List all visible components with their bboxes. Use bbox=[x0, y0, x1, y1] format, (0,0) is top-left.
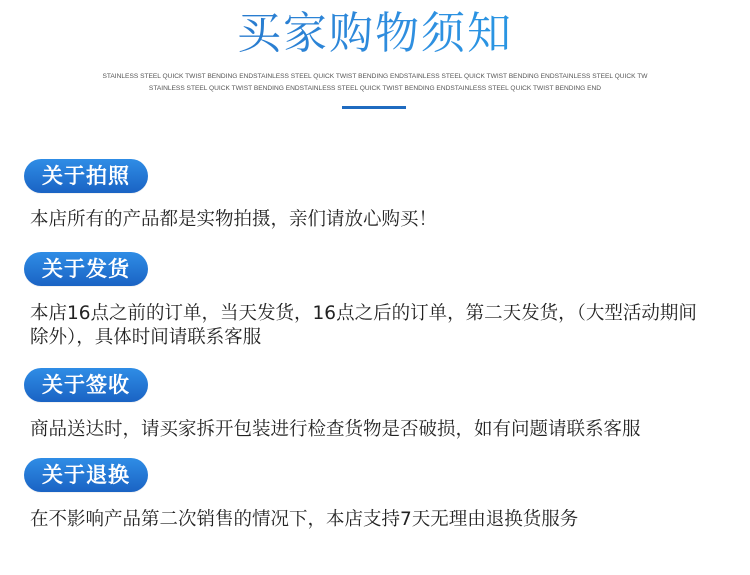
section-text-receipt: 商品送达时，请买家拆开包装进行检查货物是否破损，如有问题请联系客服 bbox=[30, 419, 641, 440]
section-heading-returns: 关于退换 bbox=[24, 458, 148, 492]
section-heading-receipt: 关于签收 bbox=[24, 368, 148, 402]
section-text-returns: 在不影响产品第二次销售的情况下，本店支持7天无理由退换货服务 bbox=[30, 509, 579, 530]
section-heading-shipping: 关于发货 bbox=[24, 252, 148, 286]
section-text-photo: 本店所有的产品都是实物拍摄，亲们请放心购买！ bbox=[30, 209, 438, 230]
section-text-shipping: 本店16点之前的订单，当天发货，16点之后的订单，第二天发货，（大型活动期间除外），具体时间请联系客服 bbox=[30, 303, 697, 348]
title-underline bbox=[342, 106, 406, 109]
subtitle-line-1: STAINLESS STEEL QUICK TWIST BENDING ENDSTAINLESS STEEL QUICK TWIST BENDING ENDSTAINLESS STEEL QUICK TWIST BENDING ENDSTAINLESS STEEL QUICK TW bbox=[102, 73, 648, 80]
section-heading-photo: 关于拍照 bbox=[24, 159, 148, 193]
page-title: 买家购物须知 bbox=[0, 6, 750, 62]
subtitle-line-2: STAINLESS STEEL QUICK TWIST BENDING ENDSTAINLESS STEEL QUICK TWIST BENDING ENDSTAINLESS STEEL QUICK TWIST BENDING END bbox=[148, 85, 602, 92]
